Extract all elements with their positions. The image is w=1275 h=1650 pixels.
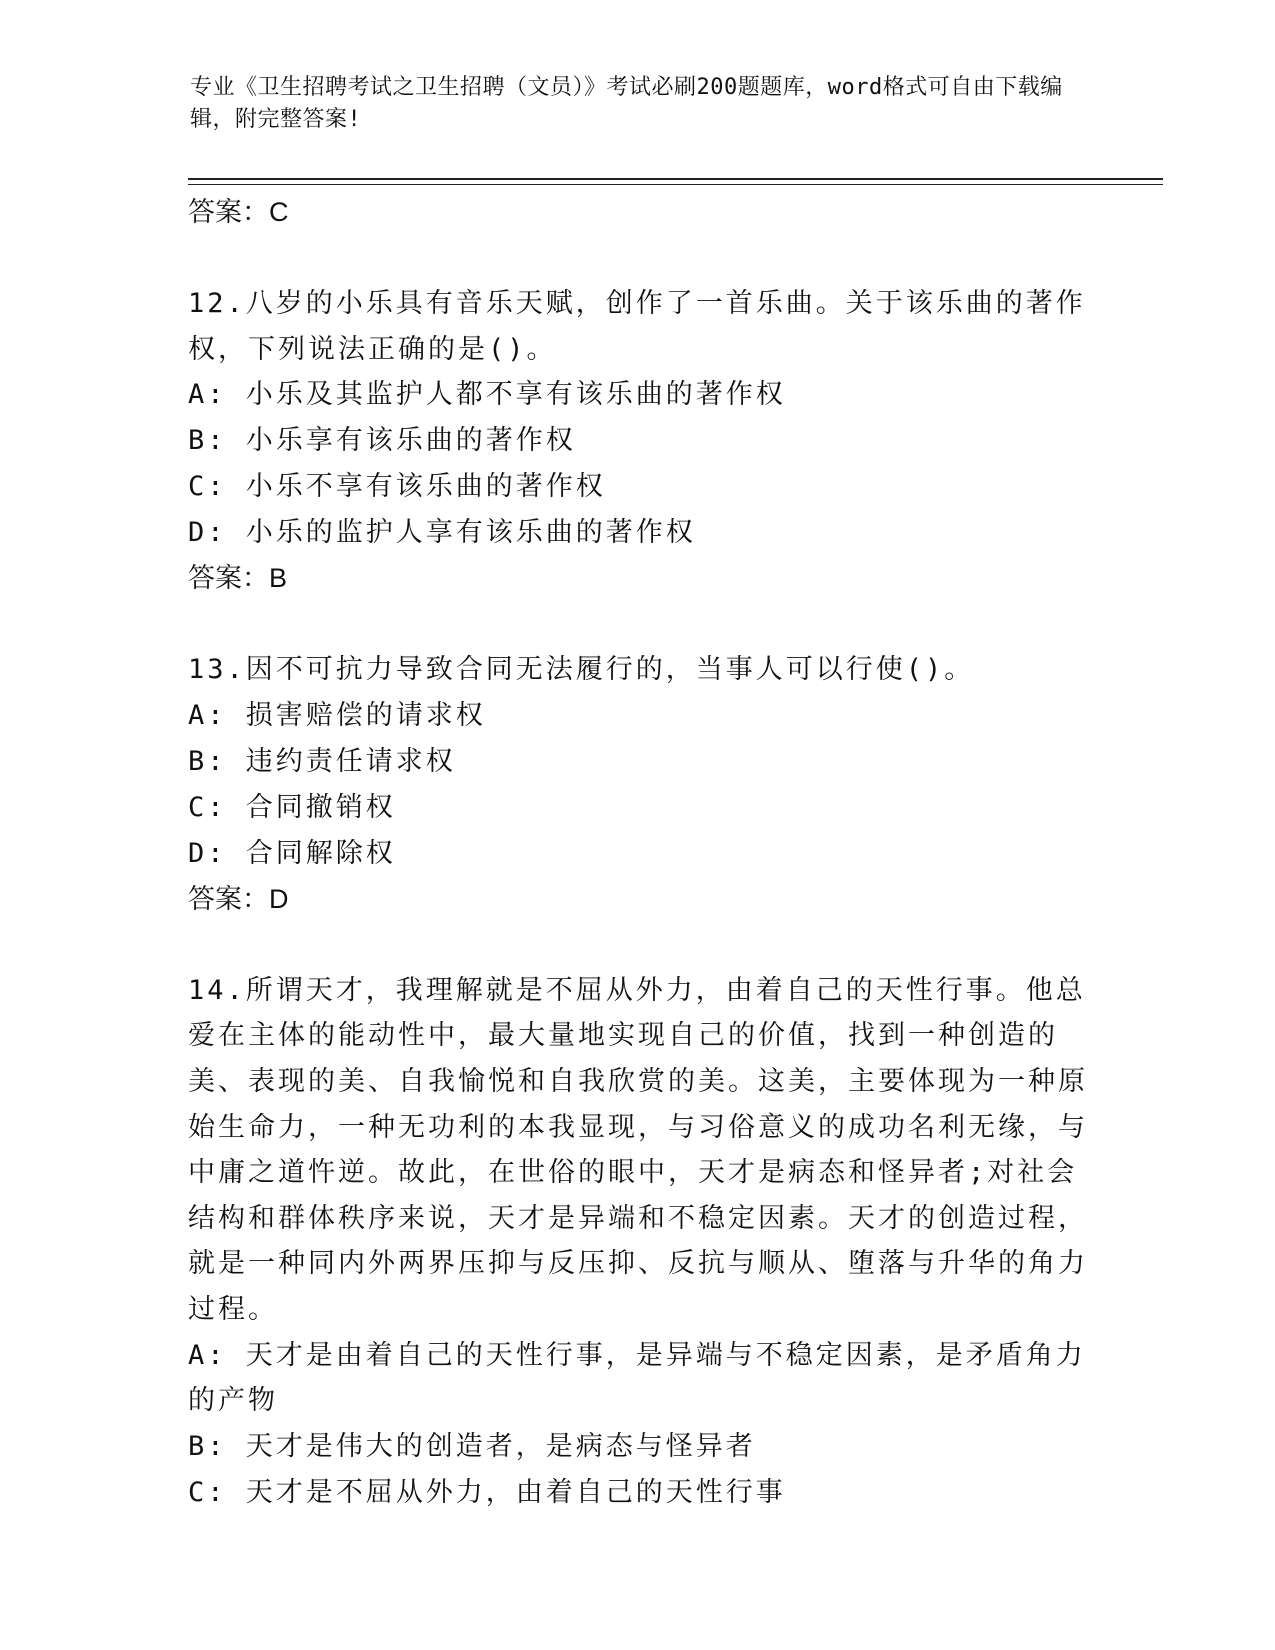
question-stem: 14.所谓天才，我理解就是不屈从外力，由着自己的天性行事。他总爱在主体的能动性中，最大量地实现自己的价值，找到一种创造的美、表现的美、自我愉悦和自我欣赏的美。这美，主要体现为一种原始生命力，一种无功利的本我显现，与习俗意义的成功名利无缘，与中庸之道忤逆。故此，在世俗的眼中，天才是病态和怪异者;对社会结构和群体秩序来说，天才是异端和不稳定因素。天才的创造过程，就是一种同内外两界压抑与反压抑、反抗与顺从、堕落与升华的角力过程。	[188, 974, 1088, 1325]
option-b: B: 天才是伟大的创造者，是病态与怪异者	[188, 1430, 756, 1462]
option-d: D: 合同解除权	[188, 837, 396, 869]
option-c: C: 小乐不享有该乐曲的著作权	[188, 471, 606, 503]
option-a: A: 小乐及其监护人都不享有该乐曲的著作权	[188, 379, 786, 411]
option-c: C: 天才是不屈从外力，由着自己的天性行事	[188, 1476, 786, 1508]
option-a: A: 天才是由着自己的天性行事，是异端与不稳定因素，是矛盾角力的产物	[188, 1339, 1086, 1417]
option-a: A: 损害赔偿的请求权	[188, 699, 486, 731]
option-b: B: 违约责任请求权	[188, 745, 456, 777]
question-content	[188, 190, 1088, 1516]
answer-line: 答案：D	[188, 883, 289, 914]
option-b: B: 小乐享有该乐曲的著作权	[188, 425, 576, 457]
header-rule-thick	[188, 178, 1163, 180]
answer-line: 答案：C	[188, 197, 289, 227]
option-d: D: 小乐的监护人享有该乐曲的著作权	[188, 517, 696, 549]
question-stem: 13.因不可抗力导致合同无法履行的，当事人可以行使()。	[188, 654, 975, 686]
spacer	[188, 922, 1088, 968]
spacer	[188, 601, 1088, 647]
header-rule-thin	[188, 184, 1163, 185]
answer-line: 答案：B	[188, 563, 288, 594]
question-stem: 12.八岁的小乐具有音乐天赋，创作了一首乐曲。关于该乐曲的著作权，下列说法正确的是()。	[188, 288, 1086, 365]
page-header: 专业《卫生招聘考试之卫生招聘（文员）》考试必刷200题题库，word格式可自由下载编辑，附完整答案!	[190, 75, 1063, 132]
spacer	[188, 235, 1088, 281]
option-c: C: 合同撤销权	[188, 791, 396, 823]
